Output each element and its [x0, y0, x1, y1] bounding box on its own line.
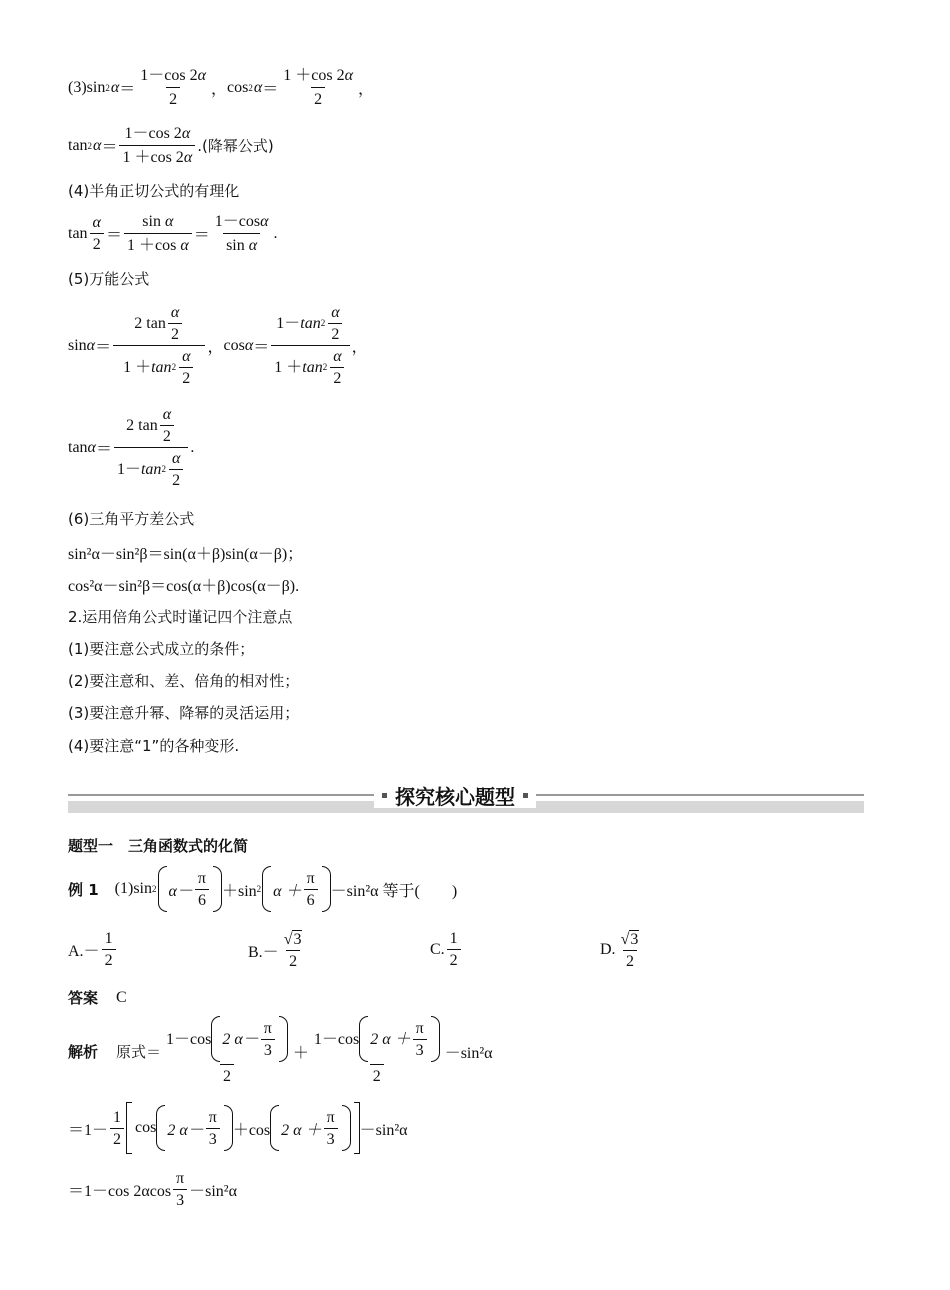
fraction-pi-3	[261, 1020, 275, 1059]
alpha: α	[110, 78, 120, 96]
section-header	[374, 782, 536, 808]
sec6-title: (6)三角平方差公式	[68, 510, 195, 528]
fraction-universal-sin	[113, 304, 205, 387]
fraction-sin2	[137, 66, 209, 109]
alpha: α	[182, 348, 191, 365]
formula-sec4	[68, 212, 277, 255]
pi: π	[176, 1170, 185, 1187]
den: 2	[102, 949, 116, 969]
tan-text: tan	[68, 224, 88, 242]
square-bullet-icon	[382, 793, 387, 798]
alpha-minus: α－	[168, 882, 193, 900]
fraction-half	[328, 304, 342, 343]
notes-title: 2.运用倍角公式时谨记四个注意点	[68, 608, 293, 626]
frac-den: 1 ＋cos 2	[122, 149, 184, 166]
frac-num: 1 ＋cos 2	[283, 67, 345, 84]
pi: π	[326, 1108, 335, 1126]
den: 2	[370, 1064, 384, 1086]
frac-num: sin	[142, 213, 165, 230]
fraction-half	[168, 304, 182, 343]
option-a[interactable]	[68, 930, 118, 969]
alpha: α	[197, 67, 206, 84]
step2-lead: ＝1－	[68, 1121, 109, 1139]
minus-sin2a: －sin²α	[359, 1121, 408, 1139]
frac-den: 1 ＋cos	[126, 237, 181, 254]
tan-italic: tan	[140, 461, 162, 478]
part-text: (1)sin	[114, 880, 152, 897]
two: 2	[168, 323, 182, 343]
alpha: α	[260, 213, 269, 230]
frac-num: 2 tan	[126, 417, 158, 434]
comma: ，	[207, 339, 224, 356]
num: 1	[104, 930, 113, 947]
minus-sin2a: －sin²α	[444, 1044, 493, 1062]
frac-num: 1－cos 2	[124, 125, 182, 142]
option-a-label: A.－	[68, 943, 100, 960]
fraction-half	[330, 348, 344, 387]
one-plus: 1 ＋	[123, 359, 152, 376]
sec6-line2: cos²α－sin²β＝cos(α＋β)cos(α－β).	[68, 578, 300, 595]
comma: ，	[211, 81, 228, 98]
pi: π	[197, 869, 206, 887]
square-bullet-icon	[523, 793, 528, 798]
two: 2	[330, 367, 344, 387]
equals: ＝	[101, 139, 118, 156]
analysis-label: 解析	[68, 1042, 99, 1061]
one-plus: 1 ＋	[274, 359, 303, 376]
fraction-pi-6	[195, 870, 209, 909]
option-a-fraction	[102, 930, 116, 969]
answer-value: C	[116, 988, 127, 1006]
tan-italic: tan	[300, 315, 321, 332]
paren-group	[156, 1105, 232, 1151]
three: 3	[324, 1128, 338, 1148]
analysis-line3	[68, 1170, 237, 1209]
superscript-2: 2	[322, 362, 328, 372]
paren-group	[211, 1016, 287, 1062]
cos-text: cos	[227, 78, 249, 96]
fraction-half	[90, 214, 104, 253]
sec6-line1: sin²α－sin²β＝sin(α＋β)sin(α－β)；	[68, 546, 304, 563]
cos-text: cos	[135, 1119, 157, 1136]
den: 2	[623, 950, 637, 970]
two-alpha-minus: 2 α－	[222, 1030, 259, 1048]
paren-group	[158, 866, 222, 912]
type1-title: 题型一 三角函数式的化简	[68, 837, 249, 855]
equals: ＝	[95, 441, 112, 458]
fraction-pi-3	[324, 1109, 338, 1148]
num: 3	[630, 931, 639, 948]
fraction-half	[179, 348, 193, 387]
one-minus: 1－	[116, 461, 141, 478]
answer-label: 答案	[68, 989, 99, 1007]
formula-sec5-tan	[68, 406, 194, 489]
analysis-lead: 原式＝	[116, 1042, 162, 1061]
six: 6	[195, 889, 209, 909]
pi: π	[415, 1019, 424, 1037]
option-b-fraction	[281, 930, 306, 970]
fraction-universal-cos	[271, 304, 349, 387]
num: 1	[449, 930, 458, 947]
option-c[interactable]	[430, 930, 463, 969]
period: .	[190, 438, 195, 456]
frac-den: 2	[311, 87, 325, 109]
superscript-2: 2	[161, 464, 166, 474]
frac-num: 2 tan	[134, 315, 166, 332]
equals: ＝	[262, 81, 279, 98]
den: 2	[286, 950, 300, 970]
fraction-cos2	[280, 66, 356, 109]
alpha: α	[164, 213, 174, 230]
paren-group	[359, 1016, 439, 1062]
formula-sec3-line1: (3) sin 2 α ＝ $\frac{1-\cos 2\alpha}{2}$ ， cos 2 α ＝ $\frac{1 +\cos 2\alpha}{2}$ ，	[68, 67, 375, 108]
two: 2	[179, 367, 193, 387]
six: 6	[304, 889, 318, 909]
one-minus-cos: 1－cos	[166, 1030, 212, 1048]
num: 1	[113, 1108, 122, 1126]
fraction-cos-over	[212, 212, 272, 255]
option-b-label: B.－	[248, 943, 279, 961]
period: .	[273, 224, 278, 242]
sin-text: sin	[86, 78, 106, 96]
section-header-bar	[68, 782, 864, 814]
alpha: α	[181, 125, 191, 142]
option-c-label: C.	[430, 940, 445, 958]
alpha: α	[248, 237, 258, 254]
analysis-line1	[68, 1016, 493, 1086]
fraction-sin-over	[124, 212, 192, 255]
sec3-label: (3)	[68, 78, 87, 96]
fraction-universal-tan	[114, 406, 188, 489]
formula-sec5-sin-cos	[68, 304, 368, 387]
option-b[interactable]	[248, 930, 307, 970]
plus-sin: ＋sin	[221, 882, 257, 900]
alpha: α	[331, 304, 340, 321]
sec5-title: (5)万能公式	[68, 270, 150, 288]
alpha: α	[93, 136, 102, 154]
step3-tail: －sin²α	[189, 1183, 237, 1200]
sqrt-icon: √	[620, 931, 630, 948]
superscript-2: 2	[171, 362, 177, 372]
fraction-half	[169, 450, 183, 489]
frac-den: 2	[166, 87, 180, 109]
fraction-pi-3	[413, 1020, 427, 1059]
fraction-pi-6	[304, 870, 318, 909]
option-c-fraction	[447, 930, 461, 969]
frac-num: 1－cos	[214, 213, 261, 230]
tan-italic: tan	[151, 359, 172, 376]
step3-text: ＝1－cos 2αcos	[68, 1183, 172, 1200]
den: 2	[447, 949, 461, 969]
two-alpha-plus: 2 α ＋	[281, 1121, 322, 1139]
equals: ＝	[105, 227, 122, 244]
sqrt-expression	[618, 930, 643, 950]
question-tail: －sin²α 等于( )	[330, 882, 458, 900]
frac-den: sin	[226, 237, 249, 254]
two: 2	[328, 323, 342, 343]
two: 2	[169, 469, 183, 489]
frac-den: 2	[90, 233, 104, 253]
notes-item: (4)要注意“1”的各种变形.	[68, 737, 240, 755]
formula-sec3-line2: tan 2 α ＝ $\frac{1-\cos 2\alpha}{1 +\cos 2\alpha}$ .(降幂公式)	[68, 125, 274, 166]
sqrt-icon: √	[283, 931, 293, 948]
notes-item: (1)要注意公式成立的条件；	[68, 640, 255, 658]
alpha: α	[170, 304, 180, 321]
equals: ＝	[95, 339, 112, 356]
three: 3	[173, 1189, 187, 1209]
alpha-plus: α ＋	[273, 882, 302, 900]
alpha: α	[333, 348, 342, 365]
tan-text: tan	[68, 136, 88, 154]
option-d[interactable]	[600, 930, 644, 970]
example-label: 例 1	[68, 880, 99, 899]
analysis-fraction-2	[311, 1016, 443, 1086]
frac-num: 1－cos 2	[140, 67, 198, 84]
tan-italic: tan	[302, 359, 323, 376]
alpha: α	[183, 149, 193, 166]
example1-question: 例 1 (1)sin 2 α－ $\frac{\pi}{6}$ ＋sin 2 α ＋ $\frac{\pi}{6}$ －sin²α 等于( )	[68, 866, 457, 912]
option-d-fraction	[618, 930, 643, 970]
three: 3	[413, 1039, 427, 1059]
alpha: α	[86, 336, 96, 354]
alpha: α	[344, 67, 354, 84]
option-d-label: D.	[600, 941, 616, 958]
alpha: α	[87, 438, 96, 456]
analysis-line2	[68, 1102, 408, 1154]
tan-text: tan	[68, 438, 88, 456]
two: 2	[160, 425, 174, 445]
analysis-fraction-1	[163, 1016, 291, 1086]
num: 3	[293, 931, 302, 948]
two-alpha-plus: 2 α ＋	[370, 1030, 411, 1048]
den: 2	[110, 1128, 124, 1148]
two-alpha-minus: 2 α－	[167, 1121, 204, 1139]
sqrt-expression	[281, 930, 306, 950]
equals: ＝	[193, 227, 210, 244]
sin-text: sin	[68, 336, 87, 354]
paren-group	[270, 1105, 350, 1151]
cos-text: cos	[223, 336, 245, 354]
pi: π	[263, 1019, 272, 1037]
superscript-2: 2	[320, 318, 326, 328]
alpha: α	[162, 406, 172, 423]
alpha: α	[171, 450, 181, 467]
fraction-pi-3	[206, 1109, 220, 1148]
note-text: .(降幂公式)	[197, 137, 274, 155]
notes-item: (2)要注意和、差、倍角的相对性；	[68, 672, 300, 690]
comma: ，	[351, 339, 368, 356]
alpha: α	[253, 78, 263, 96]
one-minus-cos: 1－cos	[313, 1030, 360, 1048]
plus-cos: ＋cos	[232, 1121, 271, 1139]
den: 2	[220, 1064, 234, 1086]
comma: ，	[358, 81, 375, 98]
equals: ＝	[119, 81, 136, 98]
answer-line	[68, 987, 127, 1008]
fraction-half	[160, 406, 174, 445]
alpha: α	[244, 336, 254, 354]
fraction-tan2	[119, 124, 195, 167]
section-header-title: 探究核心题型	[395, 784, 515, 809]
plus: ＋	[292, 1044, 309, 1062]
paren-group	[262, 866, 330, 912]
equals: ＝	[253, 339, 270, 356]
notes-item: (3)要注意升幂、降幂的灵活运用；	[68, 704, 300, 722]
pi: π	[208, 1108, 217, 1126]
pi: π	[306, 869, 315, 887]
three: 3	[206, 1128, 220, 1148]
frac-num: α	[92, 214, 101, 231]
sec4-title: (4)半角正切公式的有理化	[68, 182, 240, 200]
fraction-half	[110, 1109, 124, 1148]
alpha: α	[180, 237, 189, 254]
three: 3	[261, 1039, 275, 1059]
one-minus: 1－	[276, 315, 301, 332]
fraction-pi-3	[173, 1170, 187, 1209]
